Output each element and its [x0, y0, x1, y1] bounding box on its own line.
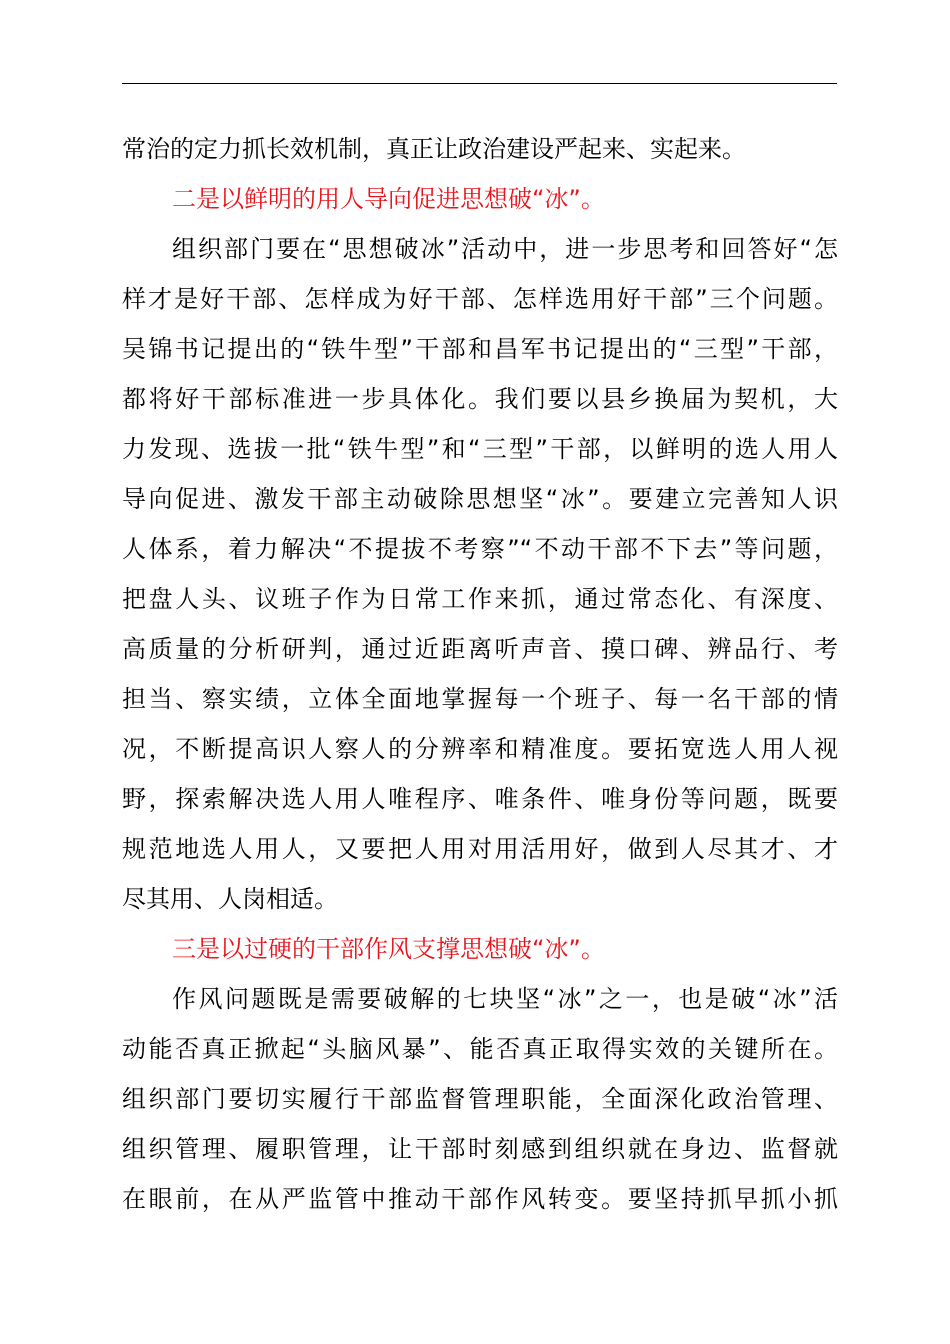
body-line: 组织管理、履职管理，让干部时刻感到组织就在身边、监督就 — [122, 1135, 838, 1163]
body-line: 野，探索解决选人用人唯程序、唯条件、唯身份等问题，既要 — [122, 785, 838, 813]
body-line: 作风问题既是需要破解的七块坚“冰”之一，也是破“冰”活 — [172, 985, 838, 1013]
body-line: 组织部门要切实履行干部监督管理职能，全面深化政治管理、 — [122, 1085, 838, 1113]
header-rule — [122, 83, 837, 84]
body-line: 导向促进、激发干部主动破除思想坚“冰”。要建立完善知人识 — [122, 485, 838, 513]
body-line: 尽其用、人岗相适。 — [122, 885, 338, 913]
section-heading-3: 三是以过硬的干部作风支撑思想破“冰”。 — [172, 935, 605, 963]
body-line: 吴锦书记提出的“铁牛型”干部和昌军书记提出的“三型”干部， — [122, 335, 838, 363]
body-line: 样才是好干部、怎样成为好干部、怎样选用好干部”三个问题。 — [122, 285, 838, 313]
body-line: 力发现、选拔一批“铁牛型”和“三型”干部，以鲜明的选人用人 — [122, 435, 838, 463]
document-body — [122, 124, 838, 1224]
body-line: 况，不断提高识人察人的分辨率和精准度。要拓宽选人用人视 — [122, 735, 838, 763]
body-line: 把盘人头、议班子作为日常工作来抓，通过常态化、有深度、 — [122, 585, 838, 613]
body-line: 常治的定力抓长效机制，真正让政治建设严起来、实起来。 — [122, 135, 746, 163]
body-line: 高质量的分析研判，通过近距离听声音、摸口碑、辨品行、考 — [122, 635, 838, 663]
body-line: 人体系，着力解决“不提拔不考察”“不动干部不下去”等问题， — [122, 535, 838, 563]
body-line: 组织部门要在“思想破冰”活动中，进一步思考和回答好“怎 — [172, 235, 838, 263]
body-line: 动能否真正掀起“头脑风暴”、能否真正取得实效的关键所在。 — [122, 1035, 838, 1063]
section-heading-2: 二是以鲜明的用人导向促进思想破“冰”。 — [172, 185, 605, 213]
body-line: 规范地选人用人，又要把人用对用活用好，做到人尽其才、才 — [122, 835, 838, 863]
body-line: 都将好干部标准进一步具体化。我们要以县乡换届为契机，大 — [122, 385, 838, 413]
body-line: 在眼前，在从严监管中推动干部作风转变。要坚持抓早抓小抓 — [122, 1185, 838, 1213]
body-line: 担当、察实绩，立体全面地掌握每一个班子、每一名干部的情 — [122, 685, 838, 713]
